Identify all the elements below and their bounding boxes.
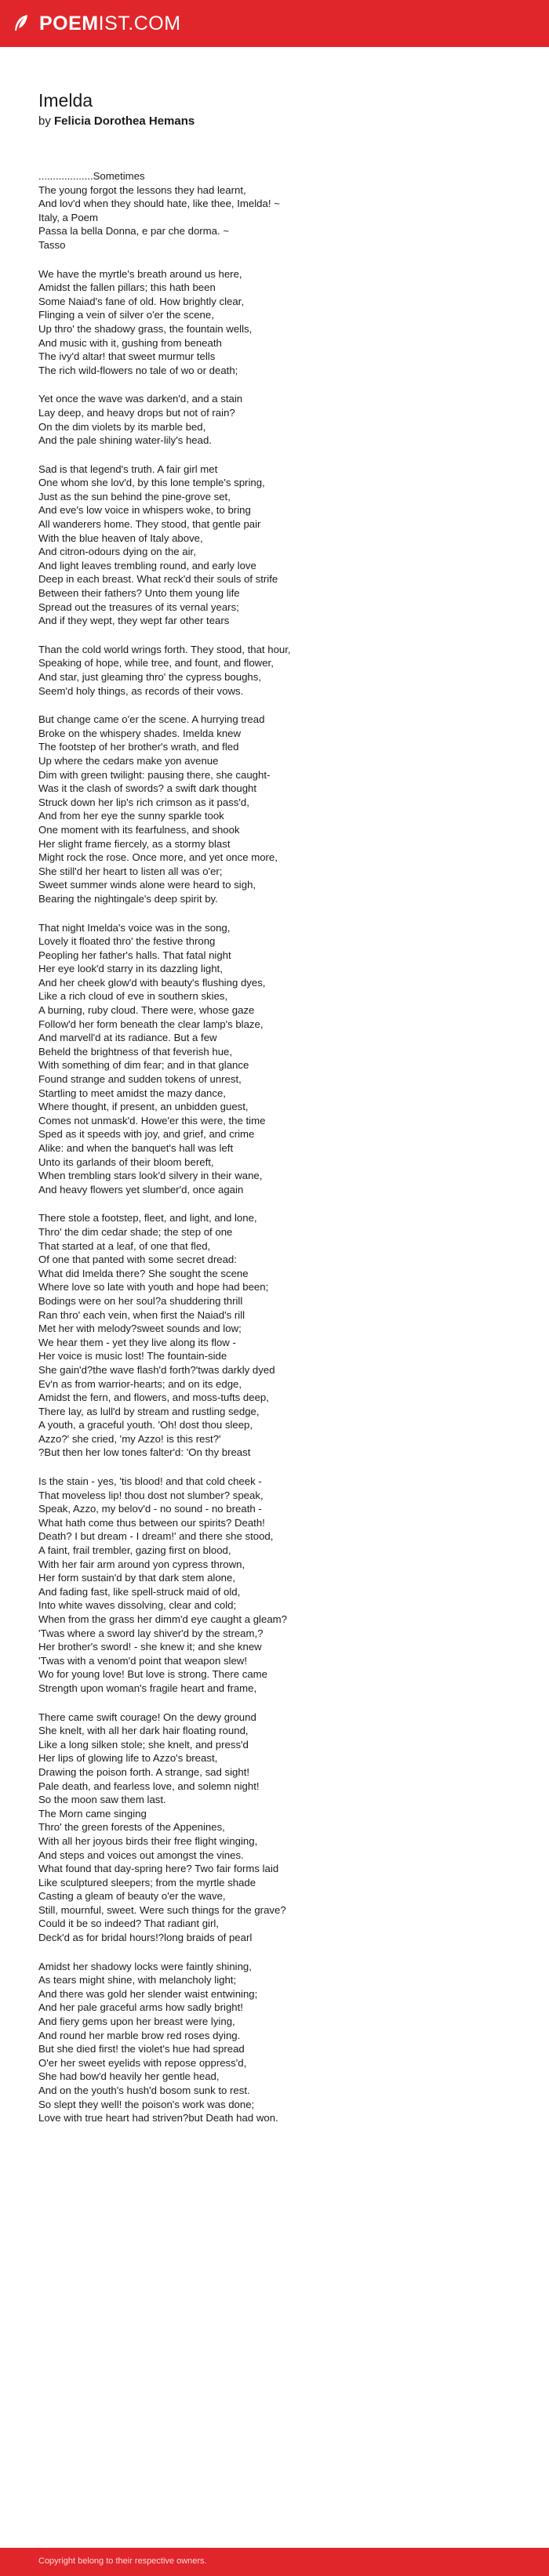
poem-line: Ran thro' each vein, when first the Naiad's rill [38,1308,245,1321]
poem-title: Imelda [38,90,93,111]
poem-stanza [38,713,517,905]
poem-line: Her voice is music lost! The fountain-side [38,1350,227,1362]
poem-line: Death? I but dream - I dream!' and there she stood, [38,1530,274,1543]
poem-line: Could it be so indeed? That radiant girl, [38,1917,219,1930]
poem-body [38,169,517,2140]
poem-line: And her cheek glow'd with beauty's flushing dyes, [38,976,266,989]
poem-line: And round her marble brow red roses dying. [38,2029,241,2041]
poem-line: Beheld the brightness of that feverish hue, [38,1045,233,1058]
poem-line: Thro' the dim cedar shade; the step of one [38,1225,233,1238]
poem-line: Her lips of glowing life to Azzo's breast, [38,1752,218,1765]
poem-line: 'Twas where a sword lay shiver'd by the stream,? [38,1627,264,1639]
poem-line: And from her eye the sunny sparkle took [38,810,224,822]
poem-line: The Morn came singing [38,1807,147,1820]
poem-line: Follow'd her form beneath the clear lamp's blaze, [38,1018,264,1030]
poem-line: What hath come thus between our spirits? Death! [38,1516,265,1529]
poem-line: And if they wept, they wept far other tears [38,615,230,627]
poem-line: Speak, Azzo, my belov'd - no sound - no breath - [38,1503,262,1515]
poem-line: Broke on the whispery shades. Imelda knew [38,727,242,739]
poem-line: Her brother's sword! - she knew it; and she knew [38,1641,262,1653]
site-footer [0,2548,549,2576]
poem-line: Just as the sun behind the pine-grove set, [38,490,231,503]
poem-stanza [38,1211,517,1460]
poem-stanza [38,1960,517,2125]
poem-stanza [38,463,517,628]
poem-line: We hear them - yet they live along its flow - [38,1336,236,1348]
poem-line: Casting a gleam of beauty o'er the wave, [38,1890,226,1903]
poem-stanza [38,921,517,1197]
poem-line: That started at a leaf, of one that fled, [38,1239,211,1252]
poem-line: Sped as it speeds with joy, and grief, and crime [38,1128,255,1141]
poem-line: Thro' the green forests of the Appenines, [38,1821,225,1834]
poem-line: And music with it, gushing from beneath [38,336,222,349]
poem-line: With the blue heaven of Italy above, [38,532,203,544]
poem-line: Spread out the treasures of its vernal years; [38,600,239,613]
poem-line: And star, just gleaming thro' the cypress boughs, [38,671,262,683]
poem-line: Was it the clash of swords? a swift dark thought [38,782,257,795]
poem-line: Like a long silken stole; she knelt, and press'd [38,1738,249,1751]
poem-line: Into white waves dissolving, clear and cold; [38,1599,237,1612]
poem-line: We have the myrtle's breath around us here, [38,267,242,280]
poem-stanza [38,267,517,378]
poem-line: When trembling stars look'd silvery in their wane, [38,1170,263,1182]
poem-line: There lay, as lull'd by stream and rustling sedge, [38,1405,260,1417]
poem-stanza [38,1475,517,1696]
poem-line: Strength upon woman's fragile heart and frame, [38,1682,257,1694]
poem-line: That night Imelda's voice was in the song, [38,921,231,934]
poem-line: What did Imelda there? She sought the scene [38,1267,249,1279]
poem-line: Amidst the fern, and flowers, and moss-tufts deep, [38,1391,269,1404]
poem-line: Tasso [38,238,66,251]
poem-line: And lov'd when they should hate, like thee, Imelda! ~ [38,198,280,210]
poem-line: Speaking of hope, while tree, and fount, and flower, [38,657,274,669]
poem-line: So slept they well! the poison's work was done; [38,2098,255,2110]
poem-line: When from the grass her dimm'd eye caught a gleam? [38,1613,287,1625]
poem-line: There stole a footstep, fleet, and light, and lone, [38,1212,257,1225]
poem-line: Where thought, if present, an unbidden guest, [38,1101,249,1113]
poem-line: Of one that panted with some secret dread: [38,1254,237,1266]
poem-line: Passa la bella Donna, e par che dorma. ~ [38,225,230,238]
poem-line: What found that day-spring here? Two fair forms laid [38,1863,279,1875]
poem-line: Ev'n as from warrior-hearts; and on its edge, [38,1377,242,1390]
poem-line: Azzo?' she cried, 'my Azzo! is this rest?' [38,1432,221,1445]
poem-line: Deck'd as for bridal hours!?long braids of pearl [38,1932,253,1944]
poem-line: And fiery gems upon her breast were lying, [38,2015,235,2028]
poem-line: And fading fast, like spell-struck maid of old, [38,1585,241,1598]
poem-line: Met her with melody?sweet sounds and low; [38,1322,242,1335]
poem-line: Bearing the nightingale's deep spirit by. [38,892,218,905]
poem-line: Pale death, and fearless love, and solemn night! [38,1780,260,1792]
poem-line: As tears might shine, with melancholy light; [38,1974,237,1986]
poem-line: Found strange and sudden tokens of unrest, [38,1073,242,1086]
poem-line: And light leaves trembling round, and early love [38,559,256,571]
poem-line: Peopling her father's halls. That fatal night [38,949,231,961]
poem-line: A faint, frail trembler, gazing first on blood, [38,1544,231,1557]
poem-line: Like sculptured sleepers; from the myrtle shade [38,1876,256,1888]
poem-line: Sad is that legend's truth. A fair girl met [38,463,218,475]
poem-line: Flinging a vein of silver o'er the scene, [38,309,214,321]
poem-line: That moveless lip! thou dost not slumber? speak, [38,1489,264,1501]
site-header [0,0,549,47]
poem-line: And on the youth's hush'd bosom sunk to rest. [38,2084,250,2096]
poem-line: One whom she lov'd, by this lone temple's spring, [38,477,265,489]
poem-line: On the dim violets by its marble bed, [38,420,206,433]
poem-line: Wo for young love! But love is strong. There came [38,1668,267,1681]
poem-line: Up where the cedars make yon avenue [38,754,219,767]
poem-line: Her form sustain'd by that dark stem alone, [38,1572,235,1584]
poem-line: With something of dim fear; and in that glance [38,1059,249,1072]
poem-line: Is the stain - yes, 'tis blood! and that cold cheek - [38,1475,262,1488]
poem-line: 'Twas with a venom'd point that weapon slew! [38,1654,247,1667]
poem-line: Where love so late with youth and hope had been; [38,1281,269,1293]
poem-line: So the moon saw them last. [38,1794,166,1806]
site-logo-text: POEMIST.COM [39,13,181,34]
poem-line: The young forgot the lessons they had learnt, [38,183,246,196]
poem-line: Lovely it floated thro' the festive throng [38,935,216,948]
quill-icon [11,13,31,34]
poem-line: And eve's low voice in whispers woke, to bring [38,504,251,517]
poem-line: And citron-odours dying on the air, [38,546,196,558]
poem-line: There came swift courage! On the dewy ground [38,1711,256,1723]
poem-line: Some Naiad's fane of old. How brightly clear, [38,295,245,307]
poem-line: Deep in each breast. What reck'd their souls of strife [38,573,278,586]
poem-line: Yet once the wave was darken'd, and a stain [38,393,243,405]
poem-byline [38,114,195,128]
poem-line: She still'd her heart to listen all was o'er; [38,865,223,877]
poem-line: A burning, ruby cloud. There were, whose gaze [38,1004,255,1017]
poem-line: With her fair arm around yon cypress thrown, [38,1558,245,1570]
poem-line: ...................Sometimes [38,170,145,182]
poem-line: Still, mournful, sweet. Were such things for the grave? [38,1903,286,1916]
poem-stanza [38,1711,517,1945]
poem-line: Her slight frame fiercely, as a stormy blast [38,837,231,850]
poem-line: And the pale shining water-lily's head. [38,434,212,447]
poem-line: The footstep of her brother's wrath, and fled [38,741,239,753]
poem-line: Startling to meet amidst the mazy dance, [38,1087,226,1099]
poem-line: A youth, a graceful youth. 'Oh! dost thou sleep, [38,1419,253,1431]
poem-line: Like a rich cloud of eve in southern skies, [38,990,228,1003]
poem-line: Her eye look'd starry in its dazzling light, [38,963,223,975]
poem-line: All wanderers home. They stood, that gentle pair [38,518,261,531]
poem-line: But change came o'er the scene. A hurrying tread [38,713,265,726]
poem-line: And marvell'd at its radiance. But a few [38,1032,217,1044]
poem-line: And there was gold her slender waist entwining; [38,1987,258,2000]
poem-line: And her pale graceful arms how sadly bright! [38,2001,243,2014]
poem-line: With all her joyous birds their free flight winging, [38,1834,258,1847]
poem-stanza [38,392,517,447]
poem-line: One moment with its fearfulness, and shook [38,823,240,836]
poem-line: She gain'd?the wave flash'd forth?'twas darkly dyed [38,1363,275,1376]
poem-stanza [38,643,517,698]
poem-line: The ivy'd altar! that sweet murmur tells [38,350,216,363]
poem-line: Seem'd holy things, as records of their vows. [38,684,244,697]
by-label: by [38,114,51,128]
poem-line: Between their fathers? Unto them young life [38,587,240,600]
poem-line: The rich wild-flowers no tale of wo or death; [38,364,238,376]
poem-stanza [38,169,517,252]
poem-line: She knelt, with all her dark hair floating round, [38,1725,249,1737]
copyright-notice: Copyright belong to their respective owners. [38,2556,207,2566]
poem-line: She had bow'd heavily her gentle head, [38,2070,220,2083]
poem-line: Love with true heart had striven?but Death had won. [38,2112,278,2124]
poem-line: But she died first! the violet's hue had spread [38,2043,245,2055]
poem-line: Than the cold world wrings forth. They stood, that hour, [38,643,291,655]
poem-line: Italy, a Poem [38,211,98,223]
poem-line: And heavy flowers yet slumber'd, once again [38,1183,244,1195]
poem-line: Up thro' the shadowy grass, the fountain wells, [38,322,253,335]
poem-line: Unto its garlands of their bloom bereft, [38,1156,214,1168]
poem-line: Bodings were on her soul?a shuddering thrill [38,1294,243,1307]
poem-line: Drawing the poison forth. A strange, sad sight! [38,1765,250,1778]
poem-line: Dim with green twilight: pausing there, she caught- [38,768,271,781]
poem-line: Amidst her shadowy locks were faintly shining, [38,1960,252,1972]
poem-line: O'er her sweet eyelids with repose oppress'd, [38,2056,247,2069]
poem-line: And steps and voices out amongst the vines. [38,1849,244,1861]
poem-line: Amidst the fallen pillars; this hath been [38,281,216,294]
poem-line: Lay deep, and heavy drops but not of rain? [38,406,235,419]
poem-line: ?But then her low tones falter'd: 'On thy breast [38,1446,251,1459]
author-link[interactable]: Felicia Dorothea Hemans [54,114,195,128]
poem-line: Sweet summer winds alone were heard to sigh, [38,879,256,891]
poem-line: Alike: and when the banquet's hall was left [38,1142,234,1154]
poem-line: Might rock the rose. Once more, and yet once more, [38,851,278,864]
poem-line: Struck down her lip's rich crimson as it pass'd, [38,796,249,808]
poem-line: Comes not unmask'd. Howe'er this were, the time [38,1114,266,1127]
site-logo[interactable] [11,12,181,35]
